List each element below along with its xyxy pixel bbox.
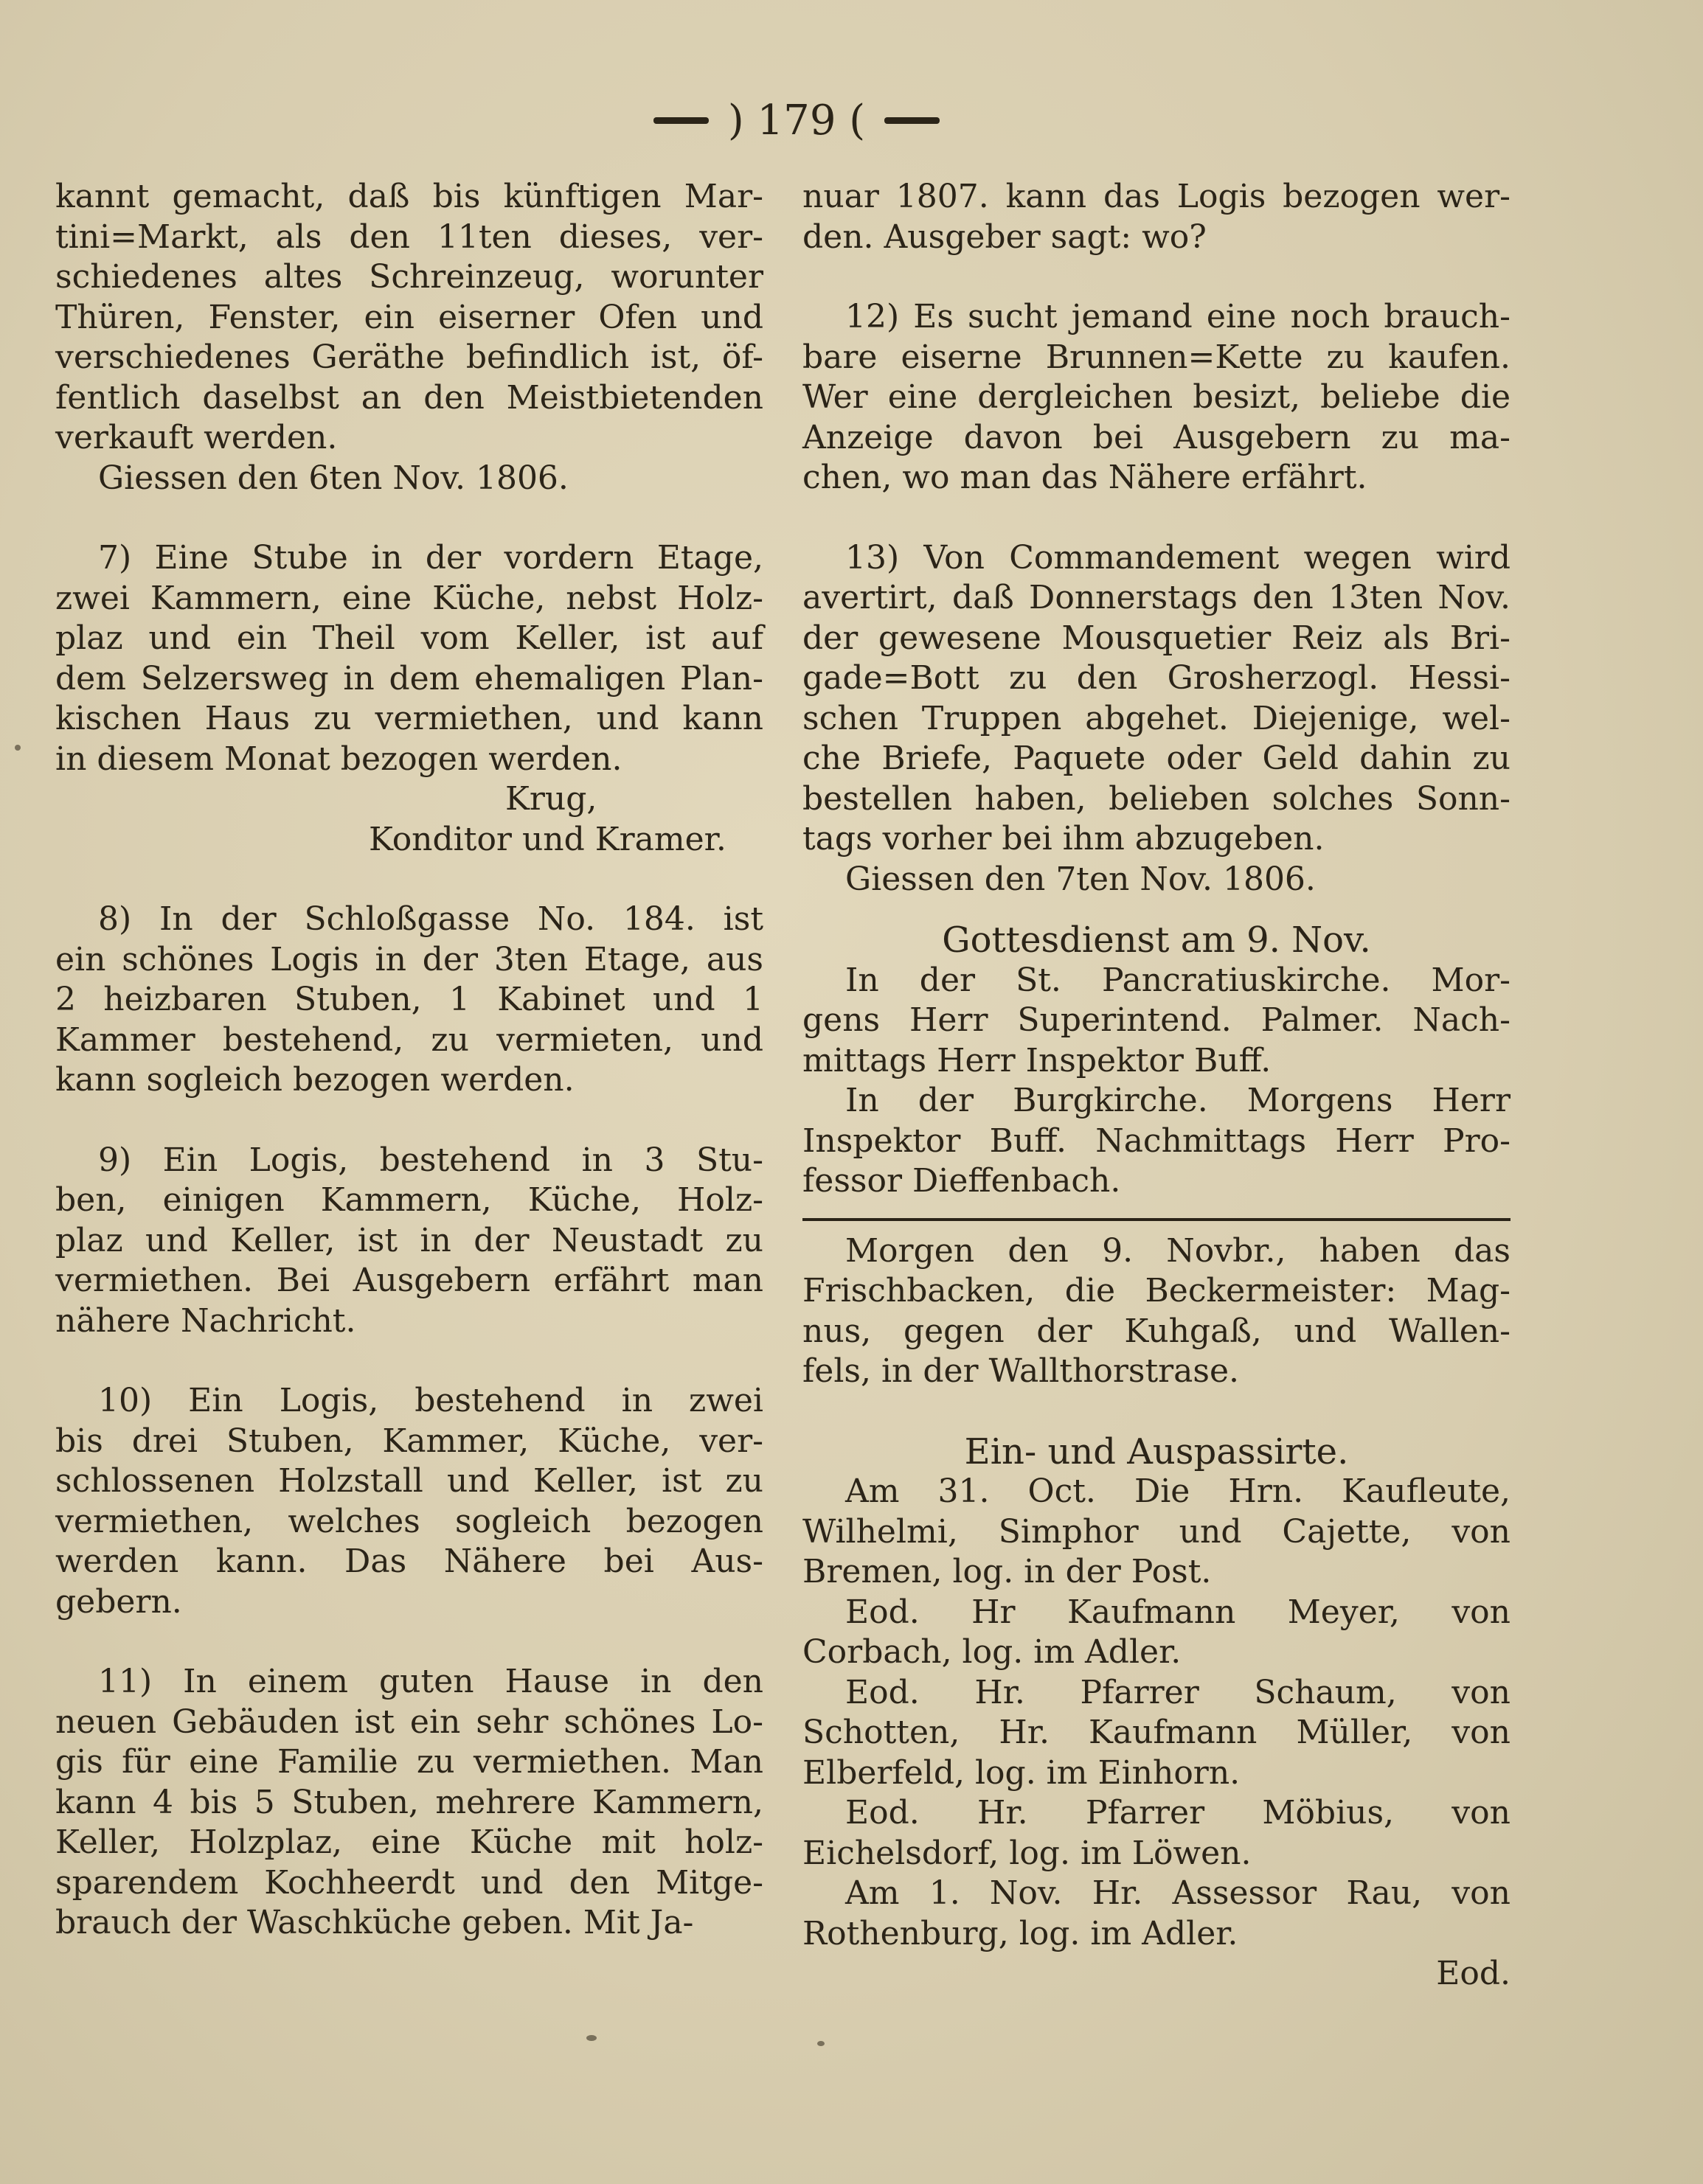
- header-rule-left: [653, 117, 709, 124]
- text-line: verkauft werden.: [55, 419, 338, 456]
- intro-date: Giessen den 6ten Nov. 1806.: [98, 459, 569, 497]
- notice-7-signature-name: Krug,: [505, 780, 597, 818]
- ink-speck: [817, 2041, 825, 2046]
- text-line: chen, wo man das Nähere erfährt.: [802, 459, 1367, 496]
- text-line: schlossenen Holzstall und Keller, ist zu: [55, 1462, 763, 1500]
- text-line: Eod. Hr. Pfarrer Schaum, von: [845, 1673, 1510, 1711]
- text-line: bare eiserne Brunnen=Kette zu kaufen.: [802, 338, 1510, 376]
- text-line: fentlich daselbst an den Meistbietenden: [55, 378, 763, 417]
- text-line: schen Truppen abgehet. Diejenige, wel-: [802, 699, 1510, 737]
- travelers-title: Ein- und Auspassirte.: [964, 1430, 1349, 1472]
- text-line: kann 4 bis 5 Stuben, mehrere Kammern,: [55, 1783, 763, 1821]
- text-line: kann sogleich bezogen werden.: [55, 1061, 575, 1099]
- text-line: bis drei Stuben, Kammer, Küche, ver-: [55, 1422, 763, 1460]
- text-line: nuar 1807. kann das Logis bezogen wer-: [802, 178, 1510, 215]
- text-line: che Briefe, Paquete oder Geld dahin zu: [802, 740, 1510, 777]
- text-line: gens Herr Superintend. Palmer. Nach-: [802, 1001, 1510, 1039]
- text-line: 12) Es sucht jemand eine noch brauch-: [845, 298, 1510, 335]
- left-column: [55, 177, 763, 1944]
- text-line: neuen Gebäuden ist ein sehr schönes Lo-: [55, 1703, 763, 1741]
- text-line: vermiethen. Bei Ausgebern erfährt man: [55, 1262, 763, 1299]
- notice-7-signature-title: Konditor und Kramer.: [369, 820, 726, 858]
- travelers-entry-3: [802, 1673, 1510, 1794]
- notice-7: [55, 538, 763, 779]
- notice-12: [802, 297, 1510, 498]
- text-line: ben, einigen Kammern, Küche, Holz-: [55, 1181, 763, 1219]
- section-divider: [802, 1218, 1510, 1221]
- text-line: gebern.: [55, 1582, 182, 1621]
- page-number: ) 179 (: [727, 96, 866, 145]
- text-line: Elberfeld, log. im Einhorn.: [802, 1753, 1241, 1792]
- text-line: der gewesene Mousquetier Reiz als Bri-: [802, 619, 1510, 657]
- notice-10: [55, 1381, 763, 1622]
- text-line: Am 31. Oct. Die Hrn. Kaufleute,: [845, 1472, 1510, 1510]
- text-line: Thüren, Fenster, ein eiserner Ofen und: [55, 298, 763, 336]
- text-line: Schotten, Hr. Kaufmann Müller, von: [802, 1714, 1510, 1751]
- text-line: fels, in der Wallthorstrase.: [802, 1352, 1240, 1390]
- text-line: brauch der Waschküche geben. Mit Ja-: [55, 1904, 694, 1941]
- text-line: Anzeige davon bei Ausgebern zu ma-: [802, 418, 1510, 456]
- text-line: Morgen den 9. Novbr., haben das: [845, 1231, 1510, 1270]
- text-line: 13) Von Commandement wegen wird: [845, 538, 1510, 577]
- text-line: Corbach, log. im Adler.: [802, 1633, 1182, 1671]
- intro-notice: [55, 177, 763, 459]
- text-line: gis für eine Familie zu vermiethen. Man: [55, 1743, 763, 1781]
- travelers-entry-1: [802, 1472, 1510, 1593]
- text-line: In der St. Pancratiuskirche. Mor-: [845, 961, 1510, 999]
- travelers-entry-4: [802, 1793, 1510, 1874]
- text-line: Kammer bestehend, zu vermieten, und: [55, 1020, 763, 1059]
- text-line: 2 heizbaren Stuben, 1 Kabinet und 1: [55, 981, 763, 1018]
- text-line: Eichelsdorf, log. im Löwen.: [802, 1834, 1252, 1872]
- text-line: gade=Bott zu den Grosherzogl. Hessi-: [802, 659, 1510, 697]
- text-line: Rothenburg, log. im Adler.: [802, 1914, 1238, 1952]
- text-line: sparendem Kochheerdt und den Mitge-: [55, 1863, 763, 1902]
- text-line: Wer eine dergleichen besizt, beliebe die: [802, 378, 1510, 416]
- travelers-entry-5: [802, 1874, 1510, 1954]
- ink-speck: [586, 2035, 597, 2041]
- text-line: 10) Ein Logis, bestehend in zwei: [98, 1382, 763, 1419]
- text-line: den. Ausgeber sagt: wo?: [802, 218, 1207, 256]
- travelers-entry-2: [802, 1593, 1510, 1673]
- church-service-2: [802, 1081, 1510, 1202]
- text-line: nus, gegen der Kuhgaß, und Wallen-: [802, 1312, 1510, 1350]
- header-rule-right: [884, 117, 940, 124]
- text-line: tags vorher bei ihm abzugeben.: [802, 820, 1325, 858]
- text-line: Keller, Holzplaz, eine Küche mit holz-: [55, 1823, 763, 1861]
- church-service-1: [802, 961, 1510, 1082]
- text-line: werden kann. Das Nähere bei Aus-: [55, 1543, 763, 1580]
- bakers-notice: [802, 1231, 1510, 1392]
- text-line: In der Burgkirche. Morgens Herr: [845, 1082, 1510, 1119]
- text-line: bestellen haben, belieben solches Sonn-: [802, 779, 1510, 818]
- text-line: avertirt, daß Donnerstags den 13ten Nov.: [802, 579, 1510, 616]
- text-line: Bremen, log. in der Post.: [802, 1553, 1212, 1590]
- right-column: [802, 177, 1510, 1995]
- notice-13: [802, 538, 1510, 860]
- text-line: plaz und Keller, ist in der Neustadt zu: [55, 1221, 763, 1259]
- text-line: plaz und ein Theil vom Keller, ist auf: [55, 619, 763, 657]
- text-line: tini=Markt, als den 11ten dieses, ver-: [55, 218, 763, 256]
- text-line: Wilhelmi, Simphor und Cajette, von: [802, 1512, 1510, 1551]
- text-line: zwei Kammern, eine Küche, nebst Holz-: [55, 579, 763, 617]
- text-line: 9) Ein Logis, bestehend in 3 Stu-: [98, 1141, 763, 1179]
- ink-speck: [15, 745, 21, 751]
- text-line: vermiethen, welches sogleich bezogen: [55, 1502, 763, 1540]
- text-line: schiedenes altes Schreinzeug, worunter: [55, 258, 763, 296]
- text-line: kannt gemacht, daß bis künftigen Mar-: [55, 178, 763, 215]
- text-line: Inspektor Buff. Nachmittags Herr Pro-: [802, 1121, 1510, 1160]
- text-line: Eod. Hr. Pfarrer Möbius, von: [845, 1794, 1510, 1832]
- text-line: kischen Haus zu vermiethen, und kann: [55, 700, 763, 737]
- notice-9: [55, 1141, 763, 1342]
- text-line: dem Selzersweg in dem ehemaligen Plan-: [55, 659, 763, 698]
- church-service-title: Gottesdienst am 9. Nov.: [942, 919, 1371, 961]
- text-line: in diesem Monat bezogen werden.: [55, 740, 622, 778]
- text-line: verschiedenes Geräthe befindlich ist, öf-: [55, 338, 763, 376]
- text-line: Eod. Hr Kaufmann Meyer, von: [845, 1593, 1510, 1631]
- notice-11: [55, 1662, 763, 1944]
- catchword: Eod.: [1436, 1955, 1510, 1992]
- notice-8: [55, 900, 763, 1101]
- text-line: mittags Herr Inspektor Buff.: [802, 1041, 1272, 1079]
- text-line: 8) In der Schloßgasse No. 184. ist: [98, 900, 763, 938]
- notice-13-date: Giessen den 7ten Nov. 1806.: [845, 860, 1316, 898]
- text-line: 11) In einem guten Hause in den: [98, 1663, 763, 1700]
- text-line: Am 1. Nov. Hr. Assessor Rau, von: [845, 1874, 1510, 1912]
- text-line: 7) Eine Stube in der vordern Etage,: [98, 539, 763, 577]
- notice-11-continued: [802, 177, 1510, 257]
- text-line: nähere Nachricht.: [55, 1301, 356, 1340]
- text-line: fessor Dieffenbach.: [802, 1162, 1121, 1200]
- text-line: Frischbacken, die Beckermeister: Mag-: [802, 1272, 1510, 1310]
- text-line: ein schönes Logis in der 3ten Etage, aus: [55, 940, 763, 978]
- page-header: [605, 87, 988, 153]
